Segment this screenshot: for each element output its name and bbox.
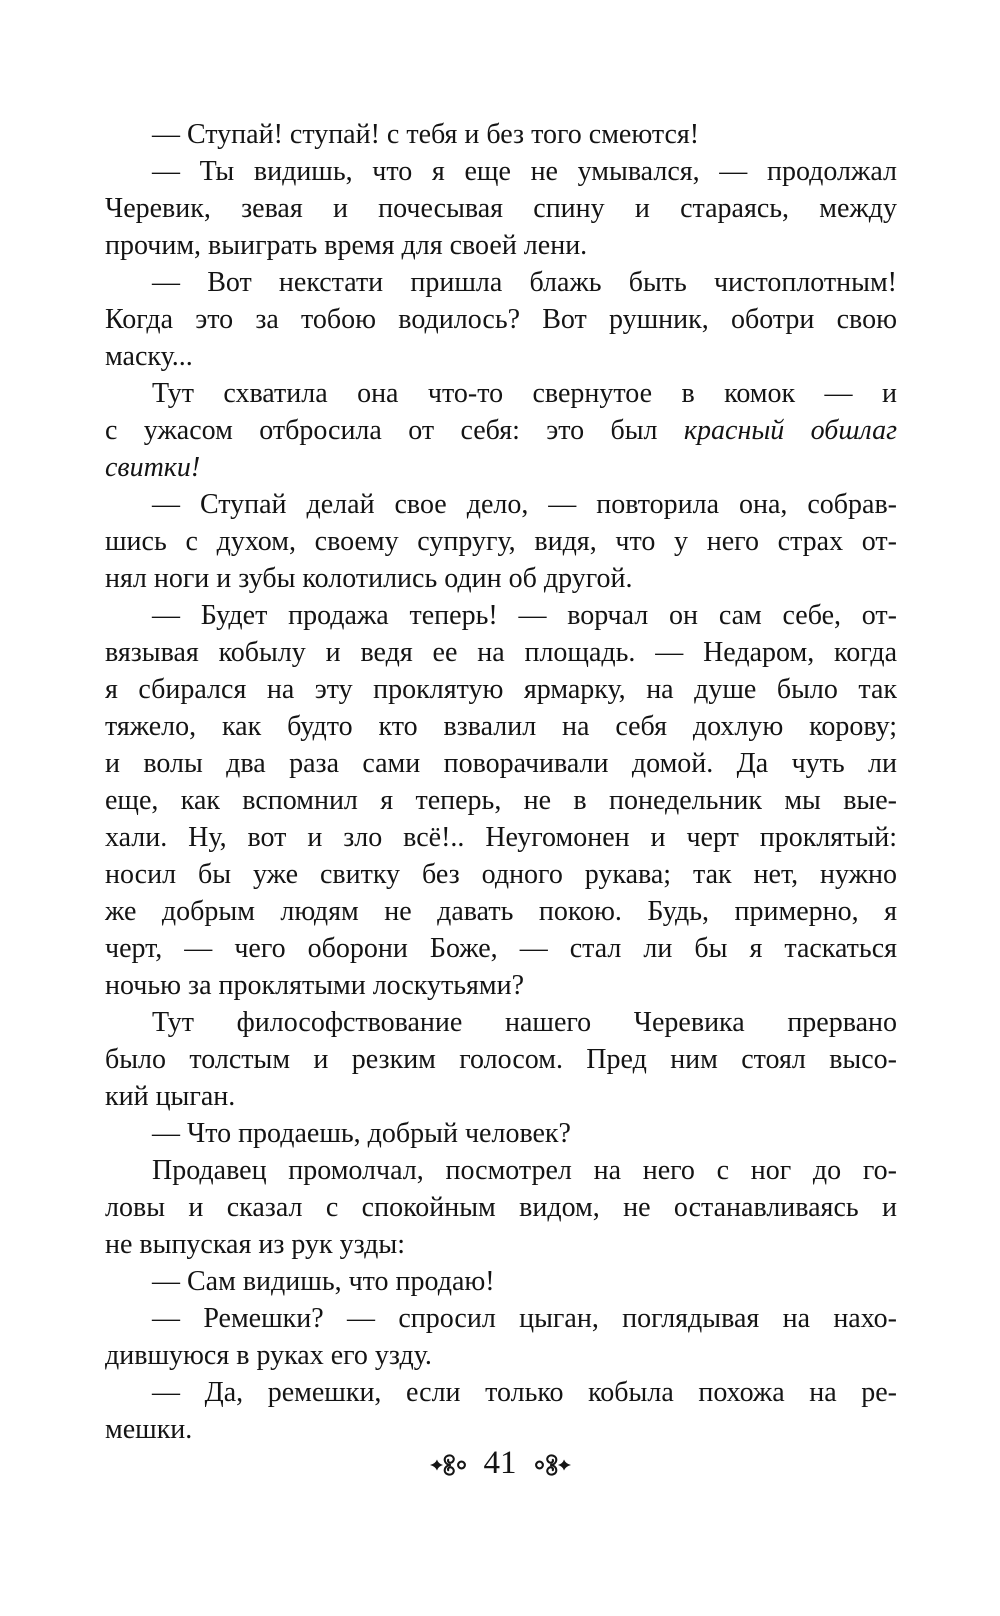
text-segment: — Будет продажа теперь! — ворчал он сам себе, от- — [152, 600, 897, 631]
text-segment-italic: красный обшлаг — [683, 415, 898, 446]
text-line — [105, 671, 897, 708]
text-line — [105, 708, 897, 745]
text-line — [105, 153, 897, 190]
text-segment: было толстым и резким голосом. Пред ним стоял высо- — [105, 1044, 897, 1075]
text-line — [105, 560, 897, 597]
text-line — [105, 227, 897, 264]
text-line — [105, 375, 897, 412]
text-segment: Тут философствование нашего Черевика прервано — [152, 1007, 897, 1038]
text-segment: Продавец промолчал, посмотрел на него с ног до го- — [152, 1155, 897, 1186]
text-segment: дившуюся в руках его узду. — [105, 1340, 432, 1371]
text-segment: Когда это за тобою водилось? Вот рушник, оботри свою — [105, 304, 897, 335]
text-segment: маску... — [105, 341, 193, 372]
text-line — [105, 190, 897, 227]
text-line — [105, 338, 897, 375]
text-segment: — Вот некстати пришла блажь быть чистоплотным! — [152, 267, 897, 298]
text-line — [105, 116, 897, 153]
text-segment: тяжело, как будто кто взвалил на себя дохлую корову; — [105, 711, 897, 742]
text-line — [105, 1300, 897, 1337]
text-segment: не выпуская из рук узды: — [105, 1229, 406, 1260]
text-line — [105, 930, 897, 967]
text-line — [105, 1004, 897, 1041]
text-line — [105, 486, 897, 523]
text-line — [105, 597, 897, 634]
text-line — [105, 1115, 897, 1152]
text-line — [105, 893, 897, 930]
text-segment: же добрым людям не давать покою. Будь, примерно, я — [105, 896, 897, 927]
text-line — [105, 745, 897, 782]
text-line — [105, 1263, 897, 1300]
text-segment: ночью за проклятыми лоскутьями? — [105, 970, 525, 1001]
text-line — [105, 1189, 897, 1226]
text-line — [105, 782, 897, 819]
text-segment: — Сам видишь, что продаю! — [152, 1266, 495, 1297]
text-segment: — Что продаешь, добрый человек? — [152, 1118, 571, 1149]
text-segment: — Ремешки? — спросил цыган, поглядывая на нахо- — [152, 1303, 897, 1334]
text-line — [105, 1078, 897, 1115]
text-segment: я сбирался на эту проклятую ярмарку, на душе было так — [105, 674, 897, 705]
text-segment: Тут схватила она что-то свернутое в комок — и — [152, 378, 897, 409]
text-line — [105, 967, 897, 1004]
text-segment: хали. Ну, вот и зло всё!.. Неугомонен и черт проклятый: — [105, 822, 897, 853]
text-segment: шись с духом, своему супругу, видя, что у него страх от- — [105, 526, 897, 557]
text-line — [105, 523, 897, 560]
text-line — [105, 1337, 897, 1374]
text-segment: — Ступай делай свое дело, — повторила она, собрав- — [152, 489, 897, 520]
page-number: 41 — [483, 1444, 517, 1481]
text-segment: — Ступай! ступай! с тебя и без того смеются! — [152, 119, 700, 150]
text-segment-italic: свитки! — [105, 452, 201, 483]
text-line — [105, 301, 897, 338]
text-segment: с ужасом отбросила от себя: это был — [105, 415, 684, 446]
text-segment: мешки. — [105, 1414, 193, 1445]
fleuron-right-icon — [535, 1450, 571, 1480]
fleuron-left-icon — [430, 1450, 466, 1480]
text-segment: и волы два раза сами поворачивали домой. Да чуть ли — [105, 748, 897, 779]
text-line — [105, 1226, 897, 1263]
text-segment: — Ты видишь, что я еще не умывался, — продолжал — [152, 156, 897, 187]
text-line — [105, 1374, 897, 1411]
text-line — [105, 412, 897, 449]
text-line — [105, 1041, 897, 1078]
text-segment: нял ноги и зубы колотились один об другой. — [105, 563, 633, 594]
text-line — [105, 856, 897, 893]
text-segment: черт, — чего оборони Боже, — стал ли бы я таскаться — [105, 933, 897, 964]
text-segment: носил бы уже свитку без одного рукава; так нет, нужно — [105, 859, 897, 890]
text-segment: прочим, выиграть время для своей лени. — [105, 230, 588, 261]
text-segment: вязывая кобылу и ведя ее на площадь. — Недаром, когда — [105, 637, 897, 668]
page-footer — [0, 1441, 1000, 1489]
text-segment: кий цыган. — [105, 1081, 236, 1112]
page-text — [105, 116, 897, 1448]
text-line — [105, 449, 897, 486]
text-line — [105, 1152, 897, 1189]
text-segment: Черевик, зевая и почесывая спину и стараясь, между — [105, 193, 897, 224]
text-line — [105, 634, 897, 671]
text-line — [105, 264, 897, 301]
text-segment: ловы и сказал с спокойным видом, не останавливаясь и — [105, 1192, 897, 1223]
text-segment: еще, как вспомнил я теперь, не в понедельник мы вые- — [105, 785, 897, 816]
text-line — [105, 819, 897, 856]
text-segment: — Да, ремешки, если только кобыла похожа на ре- — [152, 1377, 897, 1408]
